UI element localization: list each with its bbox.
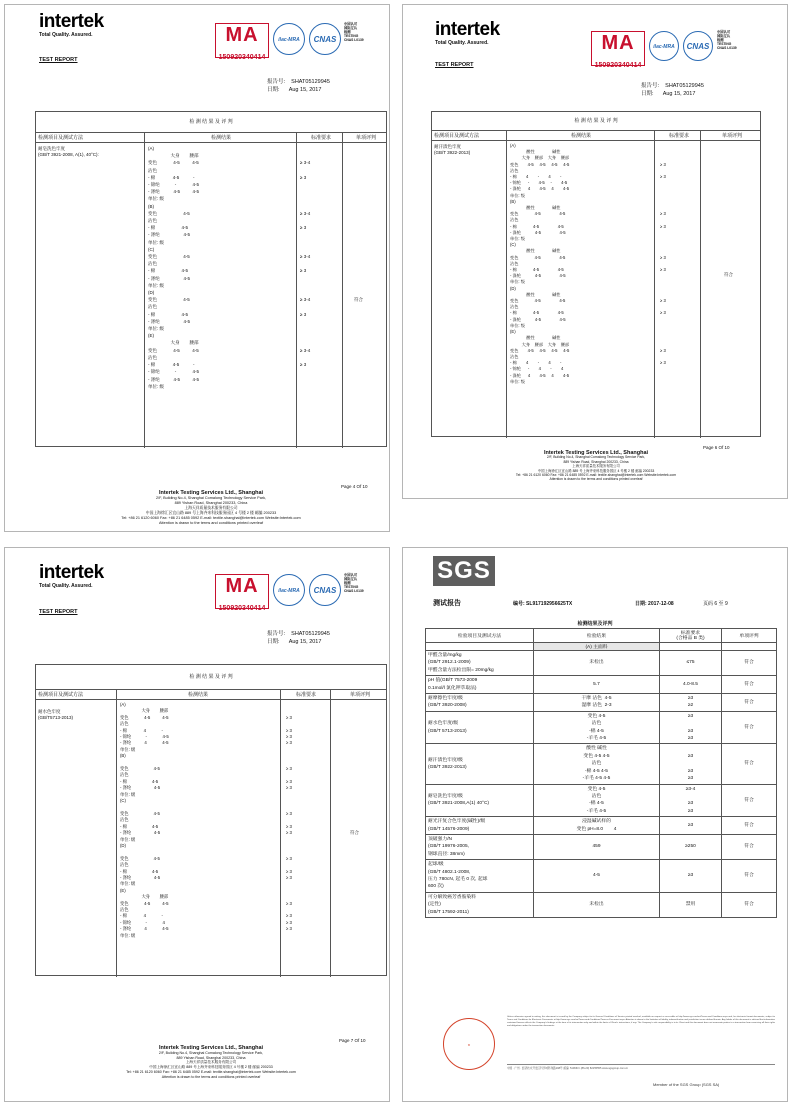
sgs-row-judgement: 符合 — [722, 744, 777, 784]
sgs-table-row — [426, 694, 777, 712]
sgs-row-result: 酸性 碱性 变色 4-5 4-5 沾色 -棉 4-5 4-5 -羊毛 4-5 4-5 — [534, 744, 660, 784]
report-date: Aug 15, 2017 — [288, 87, 322, 93]
sgs-row-item: 耐水色牢度/级 (GB/T 5713-2013) — [426, 711, 534, 744]
sgs-row-judgement: 符合 — [722, 860, 777, 893]
requirements: ≥ 3-4 ≥ 3 ≥ 3-4 ≥ 3 ≥ 3-4 ≥ 3 ≥ 3-4 ≥ 3 ≥ 3-4 ≥ 3 — [300, 160, 311, 368]
report-page-7 — [4, 547, 390, 1102]
sgs-row-requirement: ≥3 ≥3 ≥3 — [660, 744, 722, 784]
judgement: 符合 — [350, 830, 359, 835]
report-date: Aug 15, 2017 — [662, 91, 696, 97]
sgs-row-requirement: ≥3 — [660, 860, 722, 893]
sgs-disclaimer: Unless otherwise agreed in writing, this document is issued by the Company subject to its General Conditions of Service printed overleaf, available on request or accessible at http://www.sgs.com/en/Terms-and-Conditions.aspx and, for electronic format documents, subject to Terms and Conditions for Electronic Documents at http://www.sgs.com/en/Terms-and-Conditions/Terms-e-Document.aspx. Attention is drawn to the limitation of liability, indemnification and jurisdiction issues defined therein. Any holder of this document is advised that information contained hereon reflects the Company's findings at the time of its intervention only and within the limits of Client's instructions, if any. The Company's sole responsibility is to its Client and this document does not exonerate parties to a transaction from exercising all their rights and obligations under the transaction documents. — [507, 1016, 775, 1027]
sgs-row-result: 浸湿碱试样的 变色 pH=8.0 4 — [534, 817, 660, 835]
intertek-footer: Intertek Testing Services Ltd., Shanghai 2/F, Building No.4, Shanghai Comalong Technology Service Park, 889 Yishan Road, Shanghai 200233, China 上海天祥质量技术服务有限公司 中国上海徐汇区宜山路 889 号上海齐来科技服务园区 4 号楼 2 楼 邮编 200233 Tel: +86 21 6120 6060 Fax: +86 21 6485 0592 E-mail: textile.shanghai@intertek.com Website:Intertek.com Attention is drawn to the terms and conditions printed overleaf — [126, 1045, 296, 1079]
col-result: 检测结果 — [570, 133, 591, 139]
sgs-row-item: 可分解致癌芳香胺染料 (定性) (GB/T 17592-2011) — [426, 892, 534, 917]
cnas-side-text: 中国认可 国际互认 检测 TESTING CNAS L0139 — [717, 30, 737, 50]
sgs-row-item: 耐摩擦色牢度/级 (GB/T 3920-2008) — [426, 694, 534, 712]
sgs-row-result: 459 — [534, 834, 660, 859]
requirements: ≥ 3 ≥ 3 ≥ 3 ≥ 3 ≥ 3 ≥ 3 ≥ 3 ≥ 3 ≥ 3 ≥ 3 — [660, 161, 666, 366]
report-title: TEST REPORT — [39, 57, 78, 63]
sgs-row-result: 干摩 沾色 4-5 湿摩 沾色 2-3 — [534, 694, 660, 712]
sgs-member-note: Member of the SGS Group (SGS SA) — [653, 1082, 720, 1087]
sgs-address: 中国 · 广州 · 经济技术开发区科学城科珠路198号 邮编: 510663 t (86-20) 82155555 www.sgsgroup.com.cn — [507, 1064, 775, 1070]
cnas-logo: CNAS — [309, 574, 341, 606]
report-title: TEST REPORT — [39, 609, 78, 615]
sgs-table-row — [426, 784, 777, 817]
col-result: 检测结果 — [210, 135, 231, 141]
sgs-row-item: pH 值(GB/T 7573-2009 0.1mol/l 氯化钾萃取法) — [426, 676, 534, 694]
sgs-table-row — [426, 817, 777, 835]
col-item: 检测项目及测试方法 — [38, 692, 84, 698]
cnas-logo: CNAS — [309, 23, 341, 55]
report-date: Aug 15, 2017 — [288, 639, 322, 645]
test-results: (A) 酸性 碱性 大身 腰部 大身 腰部 变色 4-5 4-5 4-5 4-5 沾色 - 棉 4 - 4 - - 锦纶 - 4-5 - 4-5 - 涤纶 4 4-5 4 4-5 单位: 级 (B) 酸性 碱性 变色 4-5 4-5 沾色 - 棉 4-5 4-5 - 涤纶 4-5 4-5 单位: 级 (C) 酸性 碱性 变色 4-5 4-5 沾色 - 棉 4-5 4-5 - 涤纶 4-5 4-5 单位: 级 (D) 酸性 碱性 变色 4-5 4-5 沾色 - 棉 4-5 4-5 - 涤纶 4-5 4-5 单位: 级 (E) 酸性 碱性 大身 腰部 大身 腰部 变色 4-5 4-5 4-5 4-5 沾色 - 棉 4 - 4 - - 锦纶 - 4 - 4 - 涤纶 4 4-5 4 4-5 单位: 级 — [510, 143, 570, 384]
test-item-name: 耐水色牢度 (GB/T5713-2013) — [38, 709, 74, 720]
test-item-name: 耐皂洗色牢度 (GB/T 3921-2008, A(1), 40°C): — [38, 146, 99, 157]
sgs-row-requirement: 4.0-8.5 — [660, 676, 722, 694]
sgs-report-title: 测试报告 — [433, 600, 461, 607]
sgs-table-row — [426, 651, 777, 676]
sgs-row-judgement: 符合 — [722, 676, 777, 694]
sgs-row-requirement: 禁用 — [660, 892, 722, 917]
sgs-row-requirement: ≥250 — [660, 834, 722, 859]
col-requirement: 标准要求 — [310, 135, 331, 141]
col-item: 检测项目及测试方法 — [434, 133, 480, 139]
sgs-report-page — [402, 547, 788, 1102]
requirements: ≥ 3 ≥ 3 ≥ 3 ≥ 3 ≥ 3 ≥ 3 ≥ 3 ≥ 3 ≥ 3 ≥ 3 ≥ 3 ≥ 3 ≥ 3 ≥ 3 ≥ 3 ≥ 3 ≥ 3 — [286, 714, 292, 932]
report-page-6 — [402, 4, 788, 499]
report-number: SHAT05129945 — [291, 631, 330, 637]
intertek-logo: intertek — [39, 11, 104, 32]
col-item: 检测项目及测试方法 — [38, 135, 84, 141]
sgs-logo: SGS — [433, 556, 495, 586]
page-number: Page 6 Of 10 — [703, 445, 730, 450]
ma-certification-mark: MA 150920340414 — [215, 23, 269, 58]
intertek-tagline: Total Quality. Assured. — [39, 32, 93, 38]
sgs-table-row — [426, 676, 777, 694]
sgs-row-result: 未检出 — [534, 651, 660, 676]
sgs-row-result: 5.7 — [534, 676, 660, 694]
sgs-table-row — [426, 860, 777, 893]
table-title: 检 测 结 果 及 评 判 — [574, 118, 618, 124]
judgement: 符合 — [724, 272, 733, 277]
col-result: 检测结果 — [187, 692, 208, 698]
ilac-mra-logo: ilac-MRA — [273, 23, 305, 55]
col-judgement: 单项评判 — [721, 133, 742, 139]
ilac-mra-logo: ilac-MRA — [273, 574, 305, 606]
sgs-row-item: 顶破强力/N (GB/T 19976-2005, 钢球直径: 38mm) — [426, 834, 534, 859]
intertek-logo: intertek — [39, 562, 104, 583]
intertek-tagline: Total Quality. Assured. — [39, 583, 93, 589]
intertek-tagline: Total Quality. Assured. — [435, 40, 489, 46]
results-table — [35, 664, 387, 976]
sgs-row-result: 未检出 — [534, 892, 660, 917]
sgs-report-number: 编号: SL917192956625TX — [513, 601, 573, 607]
report-meta: 报告号: SHAT05129945 日期: Aug 15, 2017 — [641, 83, 704, 97]
sgs-row-requirement: ≥3 — [660, 817, 722, 835]
report-meta: 报告号: SHAT05129945 日期: Aug 15, 2017 — [267, 79, 330, 93]
sgs-report-date: 日期: 2017-12-08 — [635, 601, 674, 607]
test-results: (A) 大身 腰部 变色 4-5 4-5 沾色 - 棉 4-5 - - 锦纶 - 4-5 - 涤纶 4-5 4-5 单位: 级 (B) 变色 4-5 沾色 - 棉 4-5 - 涤纶 4-5 单位: 级 (C) 变色 4-5 沾色 - 棉 4-5 - 涤纶 4-5 单位: 级 (D) 变色 4-5 沾色 - 棉 4-5 - 涤纶 4-5 单位: 级 (E) 大身 腰部 变色 4-5 4-5 沾色 - 棉 4-5 - - 锦纶 - 4-5 - 涤纶 4-5 4-5 单位: 级 — [148, 146, 200, 389]
sgs-sample-label: (A) 主面料 — [534, 643, 660, 651]
sgs-row-requirement: ≤75 — [660, 651, 722, 676]
sgs-row-judgement: 符合 — [722, 651, 777, 676]
intertek-logo: intertek — [435, 19, 500, 40]
sgs-row-item: 起球/级 (GB/T 4802.1-2008, 压力 780cN, 起毛 0 次, 起球 600 次) — [426, 860, 534, 893]
sgs-row-judgement: 符合 — [722, 834, 777, 859]
sgs-row-judgement: 符合 — [722, 694, 777, 712]
report-title: TEST REPORT — [435, 62, 474, 68]
sgs-row-judgement: 符合 — [722, 784, 777, 817]
sgs-col-judgement: 单项评判 — [722, 629, 777, 643]
sgs-page-number: 页码 6 至 9 — [703, 601, 728, 607]
page-number: Page 7 Of 10 — [339, 1038, 366, 1043]
sgs-row-requirement: ≥3-4 ≥3 ≥3 — [660, 784, 722, 817]
table-title: 检 测 结 果 及 评 判 — [189, 119, 233, 125]
sgs-row-judgement: 符合 — [722, 892, 777, 917]
sgs-table-title: 检测结果及评判 — [577, 621, 613, 627]
sgs-row-requirement: ≥3 ≥3 ≥3 — [660, 711, 722, 744]
sgs-col-item: 检验项目及测试方法 — [426, 629, 534, 643]
intertek-footer: Intertek Testing Services Ltd., Shanghai 2/F, Building No.4, Shanghai Comalong Technology Service Park, 889 Yishan Road, Shanghai 200233, China 上海天祥质量技术服务有限公司 中国上海徐汇区宜山路 889 号上海齐来科技服务园区 4 号楼 2 楼 邮编 200233 Tel: +86 21 6120 6060 Fax: +86 21 6485 0592 E-mail: textile.shanghai@intertek.com Website:Intertek.com Attention is drawn to the terms and conditions printed overleaf — [121, 490, 301, 525]
cnas-side-text: 中国认可 国际互认 检测 TESTING CNAS L0139 — [344, 573, 364, 593]
report-number: SHAT05129945 — [665, 83, 704, 89]
sgs-row-item: 耐皂洗色牢度/级 (GB/T 3921-2008,A(1) 40°C) — [426, 784, 534, 817]
sgs-row-judgement: 符合 — [722, 711, 777, 744]
report-page-4 — [4, 4, 390, 532]
sgs-col-requirement: 标准要求 (合格品 B 类) — [660, 629, 722, 643]
results-table — [431, 111, 761, 437]
test-item-name: 耐汗渍色牢度 (GB/T 3922-2013) — [434, 144, 471, 155]
sgs-seal-stamp: ★ — [443, 1018, 495, 1070]
sgs-row-item: 耐汗渍色牢度/级 (GB/T 3922-2013) — [426, 744, 534, 784]
intertek-footer: Intertek Testing Services Ltd., Shanghai 2/F, Building No.4, Shanghai Comalong Technology Service Park, 889 Yishan Road, Shanghai 200233, China 上海天祥质量技术服务有限公司 中国上海徐汇区宜山路 889 号上海齐来科技服务园区 4 号楼 2 楼 邮编 200233 Tel: +86 21 6120 6060 Fax: +86 21 6485 0592 E-mail: textile.shanghai@intertek.com Website:Intertek.com Attention is drawn to the terms and conditions printed overleaf — [515, 450, 677, 482]
sgs-row-requirement: ≥3 ≥2 — [660, 694, 722, 712]
results-table — [35, 111, 387, 447]
table-title: 检 测 结 果 及 评 判 — [189, 674, 233, 680]
cnas-logo: CNAS — [683, 31, 713, 61]
page-number: Page 4 Of 10 — [341, 484, 368, 489]
judgement: 符合 — [354, 297, 363, 302]
sgs-row-judgement: 符合 — [722, 817, 777, 835]
sgs-table-row — [426, 834, 777, 859]
col-requirement: 标准要求 — [668, 133, 689, 139]
sgs-col-result: 检验结果 — [534, 629, 660, 643]
sgs-row-item: 甲醛含量/mg/kg (GB/T 2912.1-2009) 甲醛含量方法检出限= 20mg/kg — [426, 651, 534, 676]
col-judgement: 单项评判 — [355, 135, 376, 141]
ma-certification-mark: MA 150920340414 — [215, 574, 269, 609]
col-requirement: 标准要求 — [295, 692, 316, 698]
sgs-row-item: 耐光汗复合色牢度(碱性)/级 (GB/T 14576-2009) — [426, 817, 534, 835]
sgs-table-row — [426, 744, 777, 784]
sgs-row-result: 变色 4-5 沾色 -棉 4-5 -羊毛 4-5 — [534, 784, 660, 817]
sgs-results-table — [425, 628, 777, 918]
report-number: SHAT05129945 — [291, 79, 330, 85]
sgs-table-row — [426, 711, 777, 744]
sgs-row-result: 变色 4-5 沾色 -棉 4-5 -羊毛 4-5 — [534, 711, 660, 744]
sgs-row-result: 4-5 — [534, 860, 660, 893]
test-results: (A) 大身 腰部 变色 4-5 4-5 沾色 - 棉 4 - - 锦纶 - 4-5 - 涤纶 4 4-5 单位: 级 (B) 变色 4-5 沾色 - 棉 4-5 - 涤纶 4-5 单位: 级 (C) 变色 4-5 沾色 - 棉 4-5 - 涤纶 4-5 单位: 级 (D) 变色 4-5 沾色 - 棉 4-5 - 涤纶 4-5 单位: 级 (E) 大身 腰部 变色 4-5 4-5 沾色 - 棉 4 - - 锦纶 - 4 - 涤纶 4 4-5 单位: 级 — [120, 702, 169, 938]
col-judgement: 单项评判 — [349, 692, 370, 698]
ilac-mra-logo: ilac-MRA — [649, 31, 679, 61]
cnas-side-text: 中国认可 国际互认 检测 TESTING CNAS L0139 — [344, 22, 364, 42]
ma-certification-mark: MA 150920340414 — [591, 31, 645, 66]
sgs-table-row — [426, 892, 777, 917]
report-meta: 报告号: SHAT05129945 日期: Aug 15, 2017 — [267, 631, 330, 645]
